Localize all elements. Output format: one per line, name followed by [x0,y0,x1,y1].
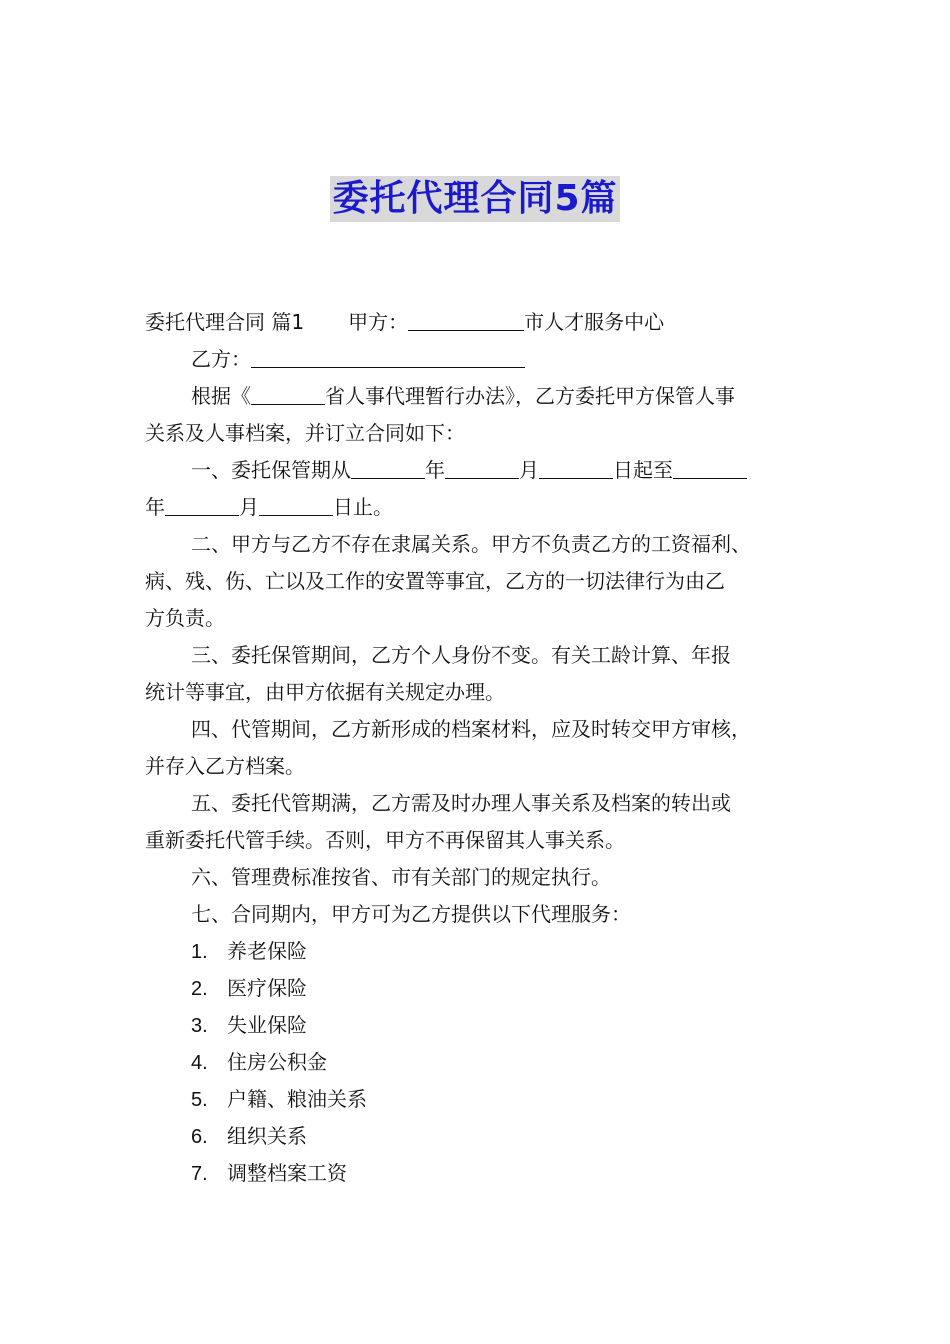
party-b-line [145,341,815,378]
clause-1-text-1: 一、委托保管期从 [191,458,351,482]
document-title: 委托代理合同5篇 [330,176,619,222]
list-item-number: 1. [191,941,208,963]
start-month-blank [445,454,519,479]
clause-2-line-2 [145,563,815,600]
end-year-blank [165,491,239,516]
party-b-prefix: 乙方： [191,347,251,371]
clause-5-text-2: 重新委托代管手续。否则，甲方不再保留其人事关系。 [145,828,625,852]
list-item-number: 2. [191,978,208,1000]
clause-4-text-1: 四、代管期间，乙方新形成的档案材料，应及时转交甲方审核， [191,717,751,741]
clause-2-text-1: 二、甲方与乙方不存在隶属关系。甲方不负责乙方的工资福利、 [191,532,751,556]
clause-2-text-2: 病、残、伤、亡以及工作的安置等事宜，乙方的一切法律行为由乙 [145,569,725,593]
party-a-suffix: 市人才服务中心 [524,310,665,334]
title-container [0,176,950,222]
clause-1-text-3: 月 [519,458,539,482]
intro-part-1: 根据《 [191,384,251,408]
clause-2-line-3 [145,600,815,637]
clause-3-text-2: 统计等事宜，由甲方依据有关规定办理。 [145,680,505,704]
clause-4-line-2 [145,748,815,785]
list-item [145,1081,815,1118]
province-blank [251,380,325,405]
clause-1-text-2: 年 [425,458,445,482]
list-item [145,1155,815,1192]
list-item-text: 失业保险 [227,1013,307,1037]
clause-5-text-1: 五、委托代管期满，乙方需及时办理人事关系及档案的转出或 [191,791,731,815]
list-item-text: 医疗保险 [227,976,307,1000]
list-item [145,1044,815,1081]
list-item [145,970,815,1007]
list-item [145,933,815,970]
clause-3-text-1: 三、委托保管期间，乙方个人身份不变。有关工龄计算、年报 [191,643,731,667]
clause-5-line-2 [145,822,815,859]
start-day-blank [539,454,613,479]
list-item [145,1007,815,1044]
end-year-blank-a [673,454,747,479]
intro-line-1 [145,378,815,415]
clause-1-line-1 [145,452,815,489]
list-item-number: 7. [191,1163,208,1185]
clause-1-line-2 [145,489,815,526]
contract-label: 委托代理合同 篇1 [145,310,305,334]
clause-7-text: 七、合同期内，甲方可为乙方提供以下代理服务： [191,902,631,926]
clause-1-text-7: 日止。 [333,495,393,519]
party-a-prefix: 甲方： [348,310,409,334]
header-line [145,304,815,341]
party-a-blank [408,306,524,331]
intro-line-2 [145,415,815,452]
clause-3-line-1 [145,637,815,674]
clause-4-line-1 [145,711,815,748]
clause-1-text-5: 年 [145,495,165,519]
list-item-text: 养老保险 [227,939,307,963]
list-item-text: 住房公积金 [227,1050,327,1074]
document-body [145,304,815,1192]
intro-part-3: 关系及人事档案，并订立合同如下： [145,421,465,445]
clause-1-text-6: 月 [239,495,259,519]
list-item-text: 组织关系 [227,1124,307,1148]
list-item-number: 5. [191,1089,208,1111]
end-month-blank [259,491,333,516]
clause-3-line-2 [145,674,815,711]
list-item-text: 户籍、粮油关系 [227,1087,367,1111]
clause-6-line [145,859,815,896]
clause-1-text-4: 日起至 [613,458,673,482]
clause-7-line [145,896,815,933]
clause-2-line-1 [145,526,815,563]
list-item-number: 6. [191,1126,208,1148]
party-b-blank [251,343,525,368]
clause-2-text-3: 方负责。 [145,606,225,630]
intro-part-2: 省人事代理暂行办法》，乙方委托甲方保管人事 [325,384,735,408]
list-item [145,1118,815,1155]
list-item-number: 3. [191,1015,208,1037]
clause-4-text-2: 并存入乙方档案。 [145,754,305,778]
list-item-text: 调整档案工资 [227,1161,347,1185]
clause-5-line-1 [145,785,815,822]
list-item-number: 4. [191,1052,208,1074]
clause-6-text: 六、管理费标准按省、市有关部门的规定执行。 [191,865,611,889]
start-year-blank [351,454,425,479]
